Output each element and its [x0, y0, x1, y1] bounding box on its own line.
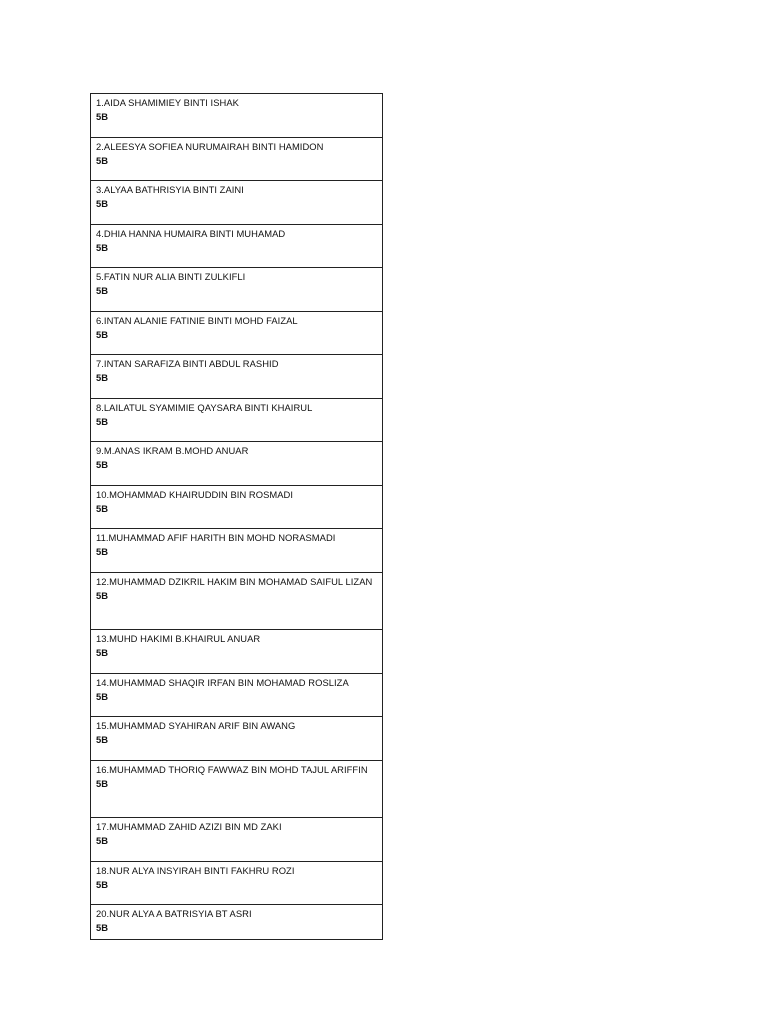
student-class: 5B — [96, 546, 108, 557]
table-row — [91, 442, 383, 486]
student-class: 5B — [96, 502, 108, 514]
student-class: 5B — [96, 835, 108, 846]
student-class: 5B — [96, 111, 108, 122]
student-class: 5B — [96, 241, 108, 253]
table-row — [91, 529, 383, 573]
student-name: 17.MUHAMMAD ZAHID AZIZI BIN MD ZAKI — [96, 821, 282, 832]
table-cell — [91, 137, 383, 181]
student-class: 5B — [96, 734, 108, 745]
student-name: 13.MUHD HAKIMI B.KHAIRUL ANUAR — [96, 633, 261, 644]
student-name: 15.MUHAMMAD SYAHIRAN ARIF BIN AWANG — [96, 720, 296, 731]
student-name: 7.INTAN SARAFIZA BINTI ABDUL RASHID — [96, 358, 279, 369]
table-cell — [91, 398, 383, 442]
table-row — [91, 572, 383, 630]
student-name: 14.MUHAMMAD SHAQIR IRFAN BIN MOHAMAD ROSLIZA — [96, 676, 349, 688]
student-class: 5B — [96, 589, 108, 601]
table-row — [91, 717, 383, 761]
table-row — [91, 673, 383, 717]
table-cell — [91, 181, 383, 225]
student-name: 1.AIDA SHAMIMIEY BINTI ISHAK — [96, 97, 239, 108]
table-cell — [91, 442, 383, 486]
table-cell — [91, 861, 383, 905]
student-list-table — [90, 93, 383, 940]
student-class: 5B — [96, 372, 108, 383]
table-cell — [91, 818, 383, 862]
table-cell — [91, 760, 383, 818]
table-cell — [91, 673, 383, 717]
table-row — [91, 94, 383, 138]
table-cell — [91, 311, 383, 355]
table-cell — [91, 572, 383, 630]
table-cell — [91, 94, 383, 138]
table-row — [91, 181, 383, 225]
table-cell — [91, 905, 383, 940]
student-name: 16.MUHAMMAD THORIQ FAWWAZ BIN MOHD TAJUL ARIFFIN — [96, 763, 368, 775]
table-row — [91, 311, 383, 355]
table-row — [91, 355, 383, 399]
student-class: 5B — [96, 154, 108, 166]
table-cell — [91, 268, 383, 312]
student-name: 9.M.ANAS IKRAM B.MOHD ANUAR — [96, 445, 249, 456]
table-cell — [91, 717, 383, 761]
table-row — [91, 760, 383, 818]
student-name: 6.INTAN ALANIE FATINIE BINTI MOHD FAIZAL — [96, 314, 298, 326]
student-class: 5B — [96, 647, 108, 658]
table-cell — [91, 630, 383, 674]
table-row — [91, 630, 383, 674]
table-row — [91, 268, 383, 312]
student-name: 12.MUHAMMAD DZIKRIL HAKIM BIN MOHAMAD SAIFUL LIZAN — [96, 575, 373, 587]
student-name: 4.DHIA HANNA HUMAIRA BINTI MUHAMAD — [96, 227, 286, 239]
table-cell — [91, 355, 383, 399]
table-cell — [91, 224, 383, 268]
table-row — [91, 861, 383, 905]
student-name: 3.ALYAA BATHRISYIA BINTI ZAINI — [96, 184, 244, 195]
table-cell — [91, 529, 383, 573]
table-row — [91, 137, 383, 181]
student-class: 5B — [96, 328, 108, 340]
student-class: 5B — [96, 922, 108, 933]
table-row — [91, 485, 383, 529]
student-class: 5B — [96, 285, 108, 296]
student-name: 18.NUR ALYA INSYIRAH BINTI FAKHRU ROZI — [96, 864, 295, 876]
student-class: 5B — [96, 690, 108, 702]
table-row — [91, 398, 383, 442]
student-name: 5.FATIN NUR ALIA BINTI ZULKIFLI — [96, 271, 246, 282]
student-name: 20.NUR ALYA A BATRISYIA BT ASRI — [96, 908, 252, 919]
table-row — [91, 224, 383, 268]
student-name: 11.MUHAMMAD AFIF HARITH BIN MOHD NORASMADI — [96, 532, 336, 543]
table-row — [91, 818, 383, 862]
student-name: 8.LAILATUL SYAMIMIE QAYSARA BINTI KHAIRUL — [96, 401, 313, 413]
student-class: 5B — [96, 777, 108, 789]
table-cell — [91, 485, 383, 529]
student-class: 5B — [96, 198, 108, 209]
student-class: 5B — [96, 878, 108, 890]
student-name: 10.MOHAMMAD KHAIRUDDIN BIN ROSMADI — [96, 488, 294, 500]
student-class: 5B — [96, 459, 108, 470]
table-row — [91, 905, 383, 940]
student-class: 5B — [96, 415, 108, 427]
student-name: 2.ALEESYA SOFIEA NURUMAIRAH BINTI HAMIDON — [96, 140, 324, 152]
